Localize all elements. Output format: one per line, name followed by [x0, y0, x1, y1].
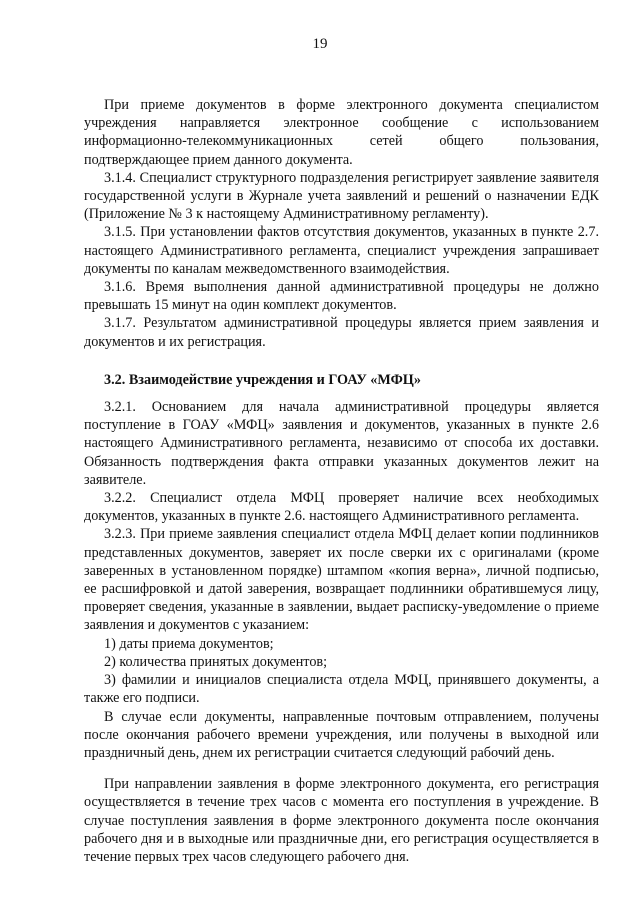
document-body	[84, 96, 599, 866]
paragraph: 3.2.3. При приеме заявления специалист отдела МФЦ делает копии подлинников представленных документов, заверяет их после сверки их с оригиналами (кроме заверенных в установленном порядке) штампом «копия верна», личной подписью, ее расшифровкой и датой заверения, возвращает подлинники обратившемуся лицу, проверяет сведения, указанные в заявлении, выдает расписку-уведомление о приеме заявления и документов с указанием:	[84, 526, 599, 634]
section-heading: 3.2. Взаимодействие учреждения и ГОАУ «МФЦ»	[104, 371, 421, 388]
paragraph: При приеме документов в форме электронного документа специалистом учреждения направляется электронное сообщение с использованием информационно-телекоммуникационных сетей общего пользования, подтверждающее прием данного документа.	[84, 97, 599, 168]
list-item: 2) количества принятых документов;	[104, 653, 328, 670]
list-item: 3) фамилии и инициалов специалиста отдела МФЦ, принявшего документы, а также его подписи.	[84, 672, 599, 707]
paragraph: 3.1.6. Время выполнения данной административной процедуры не должно превышать 15 минут на один комплект документов.	[84, 279, 599, 314]
paragraph: 3.1.4. Специалист структурного подразделения регистрирует заявление заявителя государственной услуги в Журнале учета заявлений и решений о назначении ЕДК (Приложение № 3 к настоящему Административному регламенту).	[84, 169, 599, 223]
paragraph: 3.1.5. При установлении фактов отсутствия документов, указанных в пункте 2.7. настоящего Административного регламента, специалист учреждения запрашивает документы по каналам межведомственного взаимодействия.	[84, 224, 599, 277]
paragraph: 3.2.1. Основанием для начала административной процедуры является поступление в ГОАУ «МФЦ» заявления и документов, указанных в пункте 2.6 настоящего Административного регламента, независимо от способа их доставки. Обязанность подтверждения факта отправки указанных документов лежит на заявителе.	[84, 399, 599, 488]
paragraph: При направлении заявления в форме электронного документа, его регистрация осуществляется в течение трех часов с момента его поступления в учреждение. В случае поступления заявления в форме электронного документа после окончания рабочего дня и в выходные или праздничные дни, его регистрация осуществляется в течение первых трех часов следующего рабочего дня.	[84, 776, 599, 865]
page-number: 19	[312, 36, 328, 52]
paragraph: 3.2.2. Специалист отдела МФЦ проверяет наличие всех необходимых документов, указанных в пункте 2.6. настоящего Административного регламента.	[84, 490, 599, 525]
paragraph: В случае если документы, направленные почтовым отправлением, получены после окончания рабочего времени учреждения, или получены в выходной или праздничный день, днем их регистрации считается следующий рабочий день.	[84, 708, 599, 761]
list-item: 1) даты приема документов;	[104, 635, 274, 652]
paragraph: 3.1.7. Результатом административной процедуры является прием заявления и документов и их регистрация.	[84, 315, 599, 350]
